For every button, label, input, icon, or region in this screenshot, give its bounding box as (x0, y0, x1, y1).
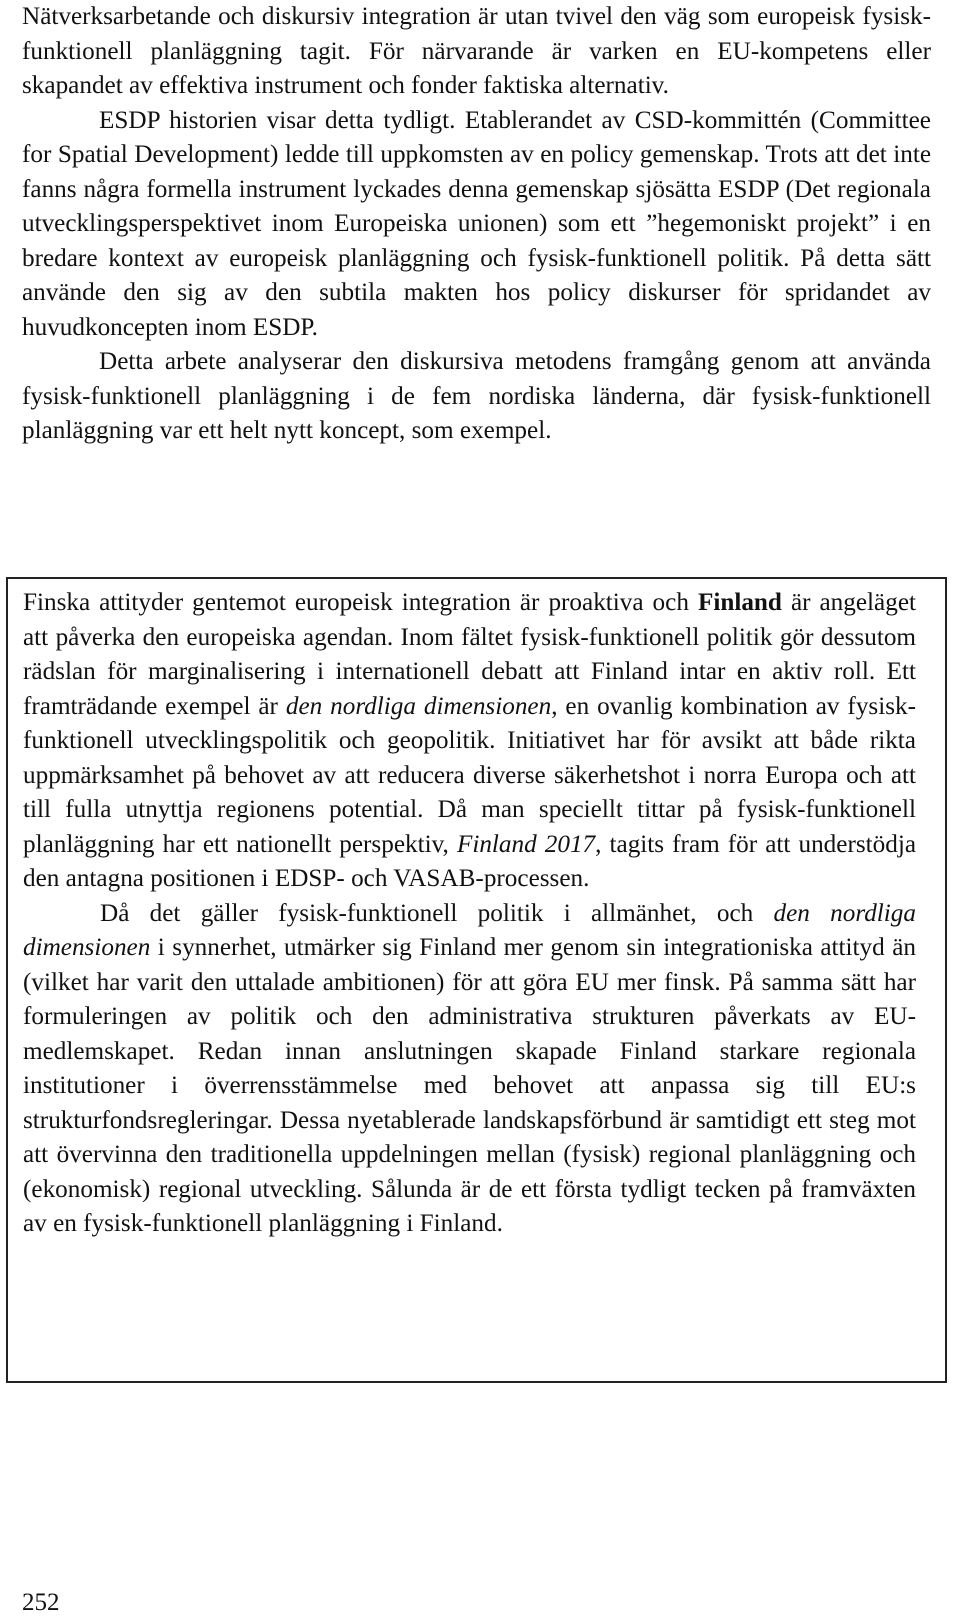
paragraph-esdp-history: ESDP historien visar detta tydligt. Etablerandet av CSD-kommittén (Committee for Spatial Development) ledde till uppkomsten av en policy gemenskap. Trots att det inte fanns några formella instrument lyckades denna gemenskap sjösätta ESDP (Det regionala utvecklingsperspektivet inom Europeiska unionen) som ett ”hegemoniskt projekt” i en bredare kontext av europeisk planläggning och fysisk-funktionell politik. På detta sätt använde den sig av den subtila makten hos policy diskurser för spridandet av huvudkoncepten inom ESDP. (22, 106, 931, 341)
italic-term: den nordliga dimensionen (23, 899, 916, 961)
paragraph-network-integration: Nätverksarbetande och diskursiv integration är utan tvivel den väg som europeisk fysisk-funktionell planläggning tagit. För närvarande är varken en EU-kompetens eller skapandet av effektiva instrument och fonder faktiska alternativ. (22, 3, 931, 99)
paragraph-finnish-policy (23, 897, 916, 1242)
body-text-section (22, 0, 931, 449)
text-run: Då det gäller fysisk-funktionell politik i allmänhet, och (100, 899, 774, 927)
text-run: Finska attityder gentemot europeisk integration är proaktiva och (23, 589, 698, 616)
bold-country-name: Finland (697, 589, 782, 616)
text-run: , en ovanlig kombination av fysisk-funktionell utvecklingspolitik och geopolitik. Initiativet har för avsikt att både rikta uppmärksamhet på behovet av att reducera diverse säkerhetshot i norra Europa och att till fulla utnyttja regionens potential. Då man speciellt tittar på fysisk-funktionell planläggning har ett nationellt perspektiv, (23, 692, 916, 858)
italic-term: den nordliga dimensionen (285, 692, 552, 720)
italic-title: Finland 2017 (456, 830, 596, 858)
text-run: , tagits fram för att understödja den antagna positionen i EDSP- och VASAB-processen. (23, 830, 916, 892)
paragraph-work-analysis: Detta arbete analyserar den diskursiva metodens framgång genom att använda fysisk-funktionell planläggning i de fem nordiska länderna, där fysisk-funktionell planläggning var ett helt nytt koncept, som exempel. (22, 348, 931, 444)
finland-text-box (6, 577, 947, 1383)
page-number: 252 (22, 1589, 60, 1616)
paragraph-finnish-attitudes (23, 586, 916, 897)
finland-text-box-content (23, 586, 916, 1242)
text-run: i synnerhet, utmärker sig Finland mer genom sin integrationiska attityd än (vilket har varit den uttalade ambitionen) för att göra EU mer finsk. På samma sätt har formuleringen av politik och den administrativa strukturen påverkats av EU-medlemskapet. Redan innan anslutningen skapade Finland starkare regionala institutioner i överrensstämmelse med behovet att anpassa sig till EU:s strukturfondsregleringar. Dessa nyetablerade landskapsförbund är samtidigt ett steg mot att övervinna den traditionella uppdelningen mellan (fysisk) regional planläggning och (ekonomisk) regional utveckling. Sålunda är de ett första tydligt tecken på framväxten av en fysisk-funktionell planläggning i Finland. (23, 934, 916, 1237)
text-run: är angeläget att påverka den europeiska agendan. Inom fältet fysisk-funktionell politik gör dessutom rädslan för marginalisering i internationell debatt att Finland intar en aktiv roll. Ett framträdande exempel är (23, 589, 917, 720)
